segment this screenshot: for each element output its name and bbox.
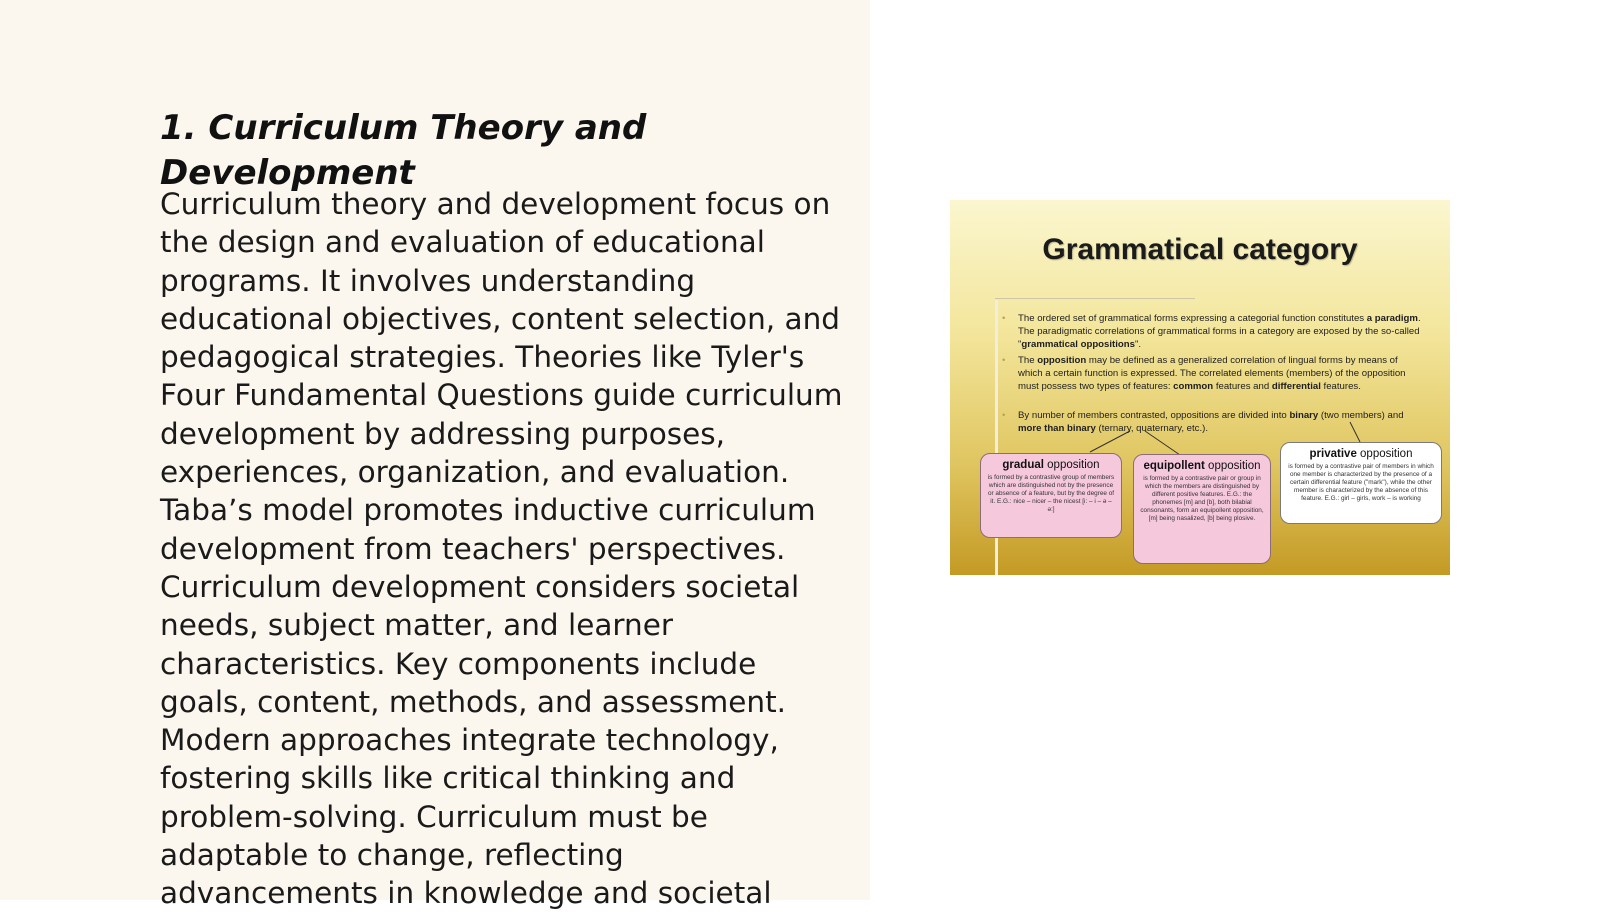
bullet-paradigm: • The ordered set of grammatical forms expressing a categorial function constitutes a paradigm. The paradigmatic correlations of grammatical forms in a category are exposed by the so-called "grammatical oppositions". [1002, 313, 1421, 351]
box-text: is formed by a contrastive group of members which are distinguished not by the presence or absence of a feature, but by the degree of it. E.G.: nice – nicer – the nicest [i: – i – ǝ – ǝ:] [987, 474, 1115, 513]
privative-opposition-box [1280, 442, 1442, 524]
title-divider [995, 298, 1195, 299]
box-text: is formed by a contrastive pair or group in which the members are distinguished by different positive features. E.G.: the phonemes [m] and [b], both bilabial consonants, form an equipollent opposition, [m] being nasalized, [b] being plosive. [1140, 475, 1264, 522]
bullet-icon: • [1002, 355, 1006, 366]
slide-title: 1. Curriculum Theory and Development [160, 108, 647, 193]
bullet-icon: • [1002, 410, 1006, 421]
box-heading: privative opposition [1309, 448, 1413, 460]
bullet-number-of-members: • By number of members contrasted, oppositions are divided into binary (two members) and more than binary (ternary, quaternary, etc.). [1002, 410, 1404, 435]
inset-title: Grammatical category [1042, 233, 1358, 266]
grammatical-category-image [950, 200, 1450, 575]
bullet-opposition: • The opposition may be defined as a generalized correlation of lingual forms by means of which a certain function is expressed. The correlated elements (members) of the opposition must possess two types of features: common features and differential features. [1002, 355, 1406, 393]
slide-body-text: Curriculum theory and development focus on the design and evaluation of educational programs. It involves understanding educational objectives, content selection, and pedagogical strategies. Theories like Tyler's Four Fundamental Questions guide curriculum development by addressing purposes, experiences, organization, and evaluation. Taba’s model promotes inductive curriculum development from teachers' perspectives. Curriculum development considers societal needs, subject matter, and learner characteristics. Key components include goals, content, methods, and assessment. Modern approaches integrate technology, fostering skills like critical thinking and problem-solving. Curriculum must be adaptable to change, reflecting advancements in knowledge and societal [160, 187, 843, 911]
gradual-opposition-box [980, 453, 1122, 538]
bullet-icon: • [1002, 313, 1006, 324]
box-heading: gradual opposition [1002, 459, 1100, 471]
equipollent-opposition-box [1133, 454, 1271, 564]
box-heading: equipollent opposition [1143, 460, 1261, 472]
box-text: is formed by a contrastive pair of members in which one member is characterized by the presence of a certain differential feature ("mark"), while the other member is characterized by the absence of this feature. E.G.: girl – girls, work – is working [1288, 463, 1434, 502]
